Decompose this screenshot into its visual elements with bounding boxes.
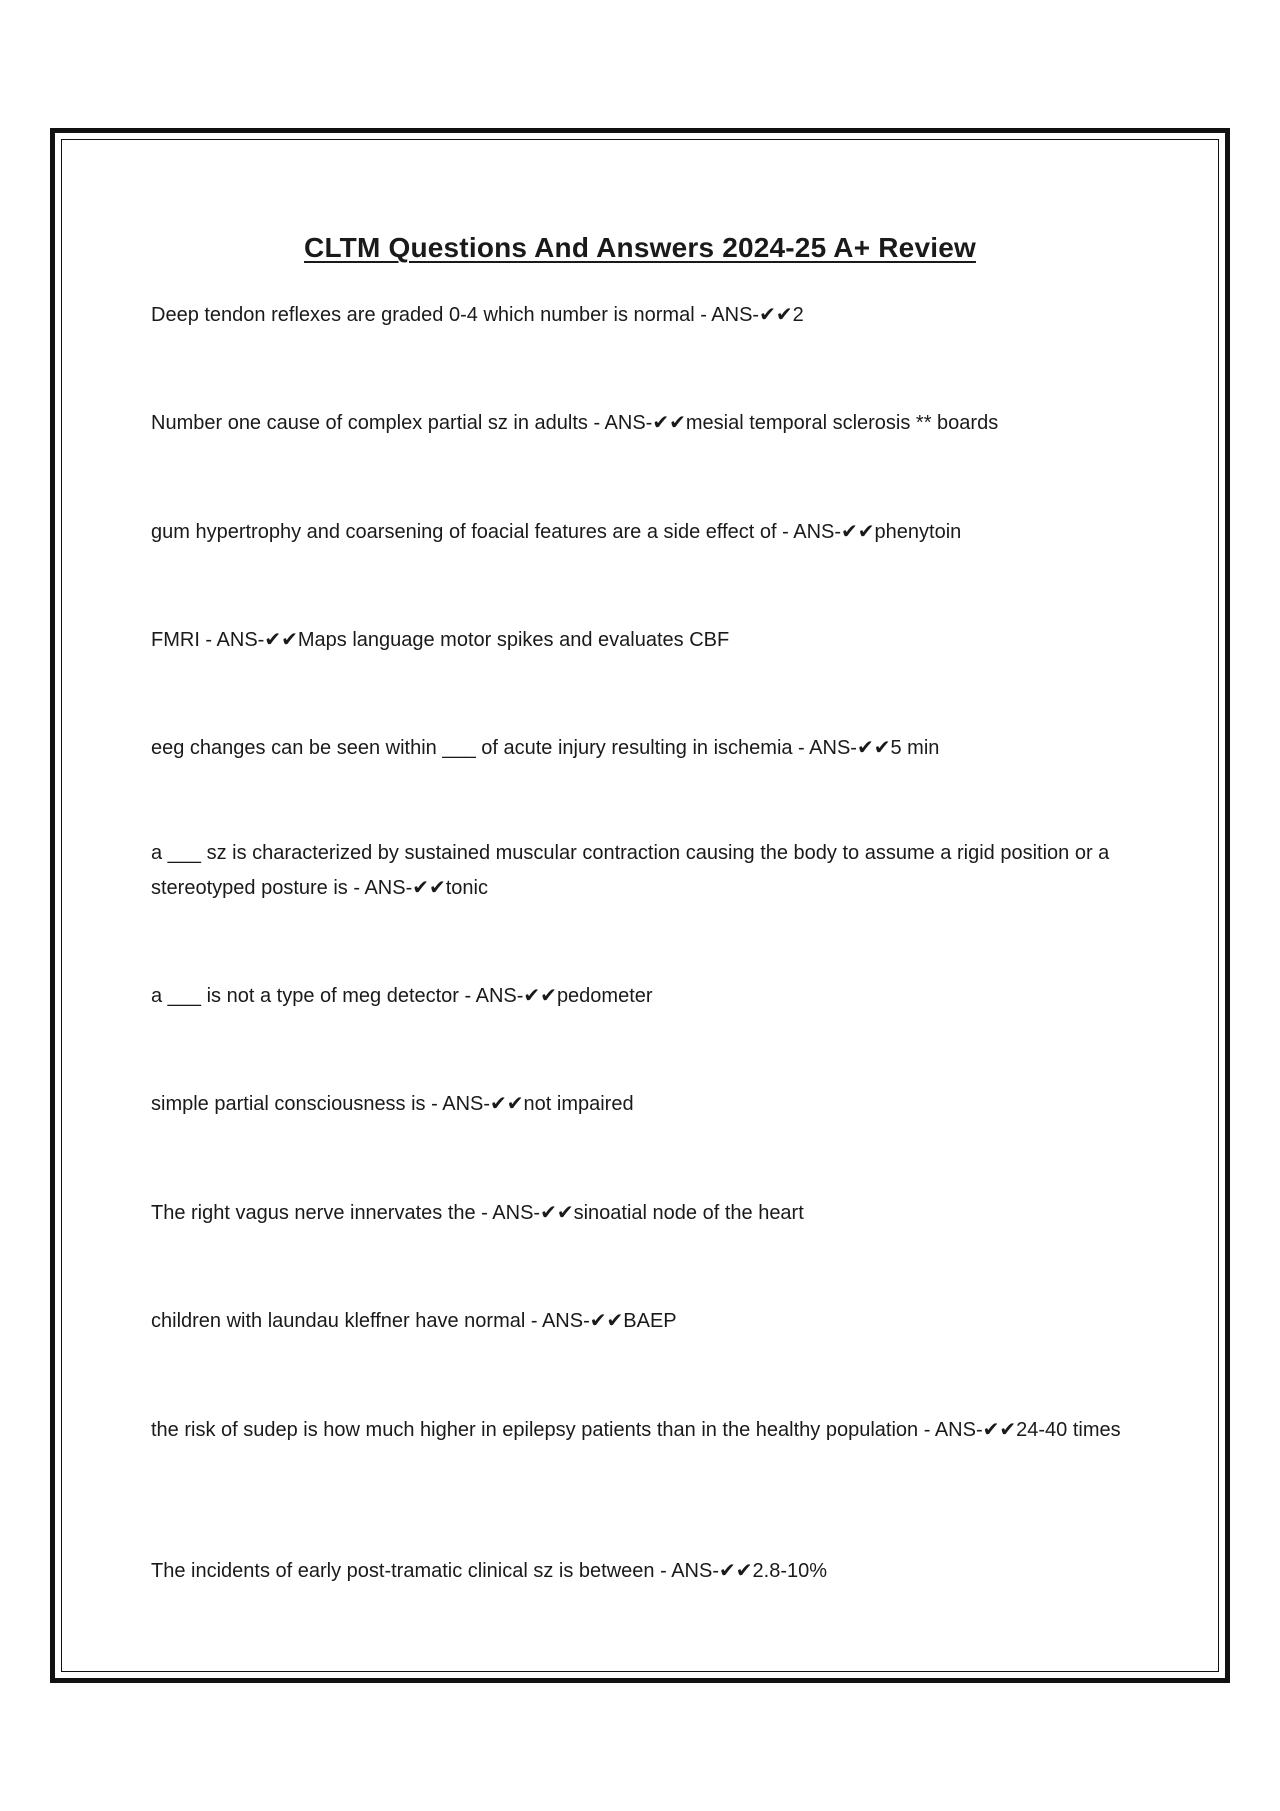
qa-item [151,297,1121,332]
question-text: The incidents of early post-tramatic clinical sz is between - ANS- [151,1560,719,1582]
answer-text: 24-40 times [1016,1419,1121,1441]
qa-item [151,1553,1121,1588]
qa-item [151,1303,1121,1338]
double-check-icon: ✔✔ [589,1308,624,1332]
qa-item [151,1086,1121,1121]
qa-item [151,1412,1121,1447]
answer-text: not impaired [523,1093,634,1115]
page-border [50,128,1230,1683]
answer-text: BAEP [623,1310,677,1332]
question-text: a ___ is not a type of meg detector - ANS- [151,985,524,1007]
double-check-icon: ✔✔ [540,1200,574,1224]
qa-item [151,514,1121,549]
answer-text: 2.8-10% [752,1560,828,1582]
qa-item [151,836,1121,905]
qa-item [151,405,1121,440]
answer-text: sinoatial node of the heart [573,1202,804,1224]
question-text: a ___ sz is characterized by sustained muscular contraction causing the body to assume a rigid position or a stereotyped posture is - ANS- [151,842,1110,899]
question-text: Deep tendon reflexes are graded 0-4 which number is normal - ANS- [151,304,760,326]
question-text: Number one cause of complex partial sz in adults - ANS- [151,412,653,434]
question-text: children with laundau kleffner have normal - ANS- [151,1310,590,1332]
question-text: gum hypertrophy and coarsening of foacial features are a side effect of - ANS- [151,521,842,543]
answer-text: mesial temporal sclerosis ** boards [685,412,999,434]
answer-text: 5 min [890,737,940,759]
double-check-icon: ✔✔ [652,410,686,434]
double-check-icon: ✔✔ [982,1417,1017,1441]
question-text: simple partial consciousness is - ANS- [151,1093,491,1115]
question-text: The right vagus nerve innervates the - ANS- [151,1202,541,1224]
question-text: FMRI - ANS- [151,629,265,651]
document-title: CLTM Questions And Answers 2024-25 A+ Review [304,232,976,263]
question-text: eeg changes can be seen within ___ of acute injury resulting in ischemia - ANS- [151,737,857,759]
qa-item [151,978,1121,1013]
question-text: the risk of sudep is how much higher in epilepsy patients than in the healthy population - ANS- [151,1419,983,1441]
answer-text: pedometer [556,985,653,1007]
double-check-icon: ✔✔ [841,519,875,543]
double-check-icon: ✔✔ [523,983,557,1007]
double-check-icon: ✔✔ [412,875,446,899]
double-check-icon: ✔✔ [719,1558,753,1582]
double-check-icon: ✔✔ [490,1091,524,1115]
qa-item [151,730,1121,765]
answer-text: tonic [445,877,488,899]
double-check-icon: ✔✔ [856,735,891,759]
qa-item [151,1195,1121,1230]
answer-text: 2 [792,304,804,326]
double-check-icon: ✔✔ [759,302,793,326]
answer-text: Maps language motor spikes and evaluates CBF [297,629,730,651]
qa-item [151,622,1121,657]
answer-text: phenytoin [874,521,962,543]
double-check-icon: ✔✔ [264,627,298,651]
